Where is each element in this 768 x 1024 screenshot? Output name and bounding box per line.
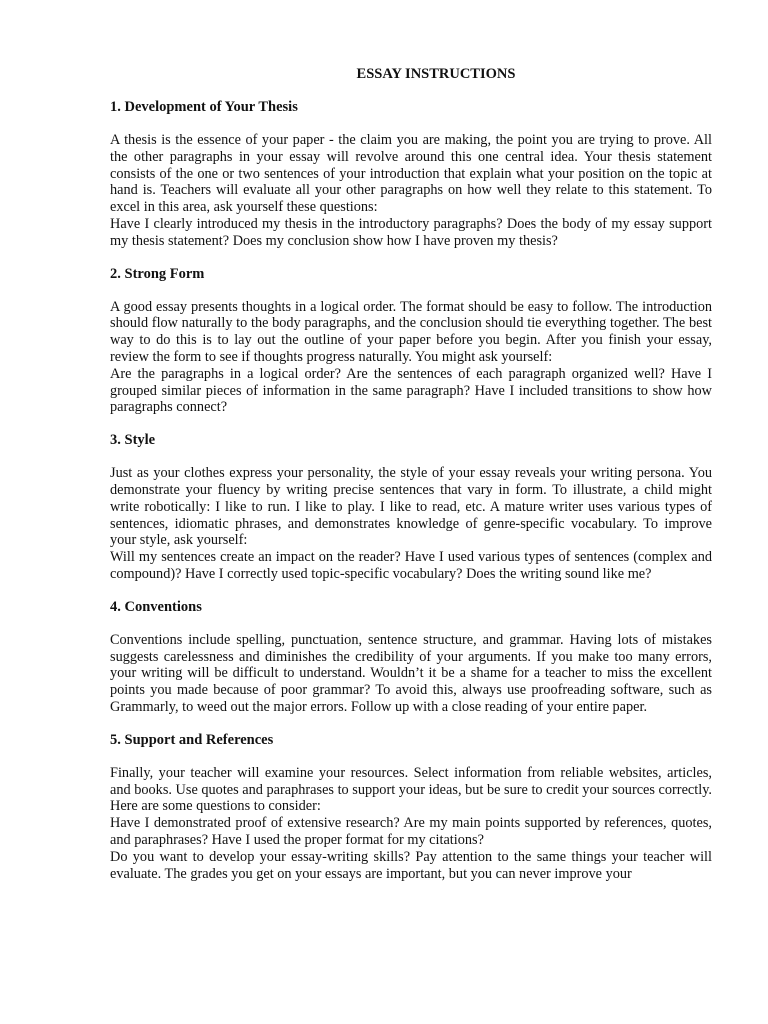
section-heading: 5. Support and References (110, 731, 274, 748)
section-heading: 4. Conventions (110, 598, 202, 615)
section-conventions (110, 599, 712, 716)
section-paragraph: A thesis is the essence of your paper - the claim you are making, the point you are trying to prove. All the other paragraphs in your essay will revolve around this one central idea. Your thesis statement consists of the one or two sentences of your introduction that explain what your position on the topic at hand is. Teachers will evaluate all your other paragraphs on how well they relate to this statement. To excel in this area, ask yourself these questions: (110, 132, 712, 216)
section-paragraph: Finally, your teacher will examine your resources. Select information from reliable websites, articles, and books. Use quotes and paraphrases to support your ideas, but be sure to credit your sources correctly. Here are some questions to consider: (110, 764, 712, 815)
section-style (110, 432, 712, 583)
section-paragraph: Conventions include spelling, punctuation, sentence structure, and grammar. Having lots of mistakes suggests carelessness and diminishes the credibility of your arguments. If you make too many errors, your writing will be difficult to understand. Wouldn’t it be a shame for a teacher to miss the excellent points you made because of poor grammar? To avoid this, always use proofreading software, such as Grammarly, to weed out the major errors. Follow up with a close reading of your entire paper. (110, 631, 712, 715)
section-questions: Will my sentences create an impact on the reader? Have I used various types of sentences (complex and compound)? Have I correctly used topic-specific vocabulary? Does the writing sound like me? (110, 549, 712, 582)
section-questions: Are the paragraphs in a logical order? Are the sentences of each paragraph organized well? Have I grouped similar pieces of information in the same paragraph? Have I included transitions to show how paragraphs connect? (110, 365, 712, 416)
document-title: ESSAY INSTRUCTIONS (356, 66, 516, 82)
section-questions: Have I demonstrated proof of extensive research? Are my main points supported by references, quotes, and paraphrases? Have I used the proper format for my citations? (110, 815, 712, 848)
section-heading: 1. Development of Your Thesis (110, 99, 298, 115)
section-thesis (110, 99, 712, 250)
section-strong-form (110, 266, 712, 417)
section-questions: Have I clearly introduced my thesis in the introductory paragraphs? Does the body of my essay support my thesis statement? Does my conclusion show how I have proven my thesis? (110, 215, 712, 249)
section-paragraph: Do you want to develop your essay-writing skills? Pay attention to the same things your teacher will evaluate. The grades you get on your essays are important, but you can never improve your (110, 848, 712, 882)
section-paragraph: A good essay presents thoughts in a logical order. The format should be easy to follow. The introduction should flow naturally to the body paragraphs, and the conclusion should tie everything together. The best way to do this is to lay out the outline of your paper before you begin. After you finish your essay, review the form to see if thoughts progress naturally. You might ask yourself: (110, 298, 712, 365)
section-support-references (110, 732, 712, 883)
section-paragraph: Just as your clothes express your personality, the style of your essay reveals your writing persona. You demonstrate your fluency by writing precise sentences that vary in form. To illustrate, a child might write robotically: I like to run. I like to play. I like to read, etc. A mature writer uses various types of sentences, idiomatic phrases, and demonstrates knowledge of genre-specific vocabulary. To improve your style, ask yourself: (110, 465, 712, 549)
section-heading: 2. Strong Form (110, 265, 205, 282)
section-heading: 3. Style (110, 432, 156, 449)
